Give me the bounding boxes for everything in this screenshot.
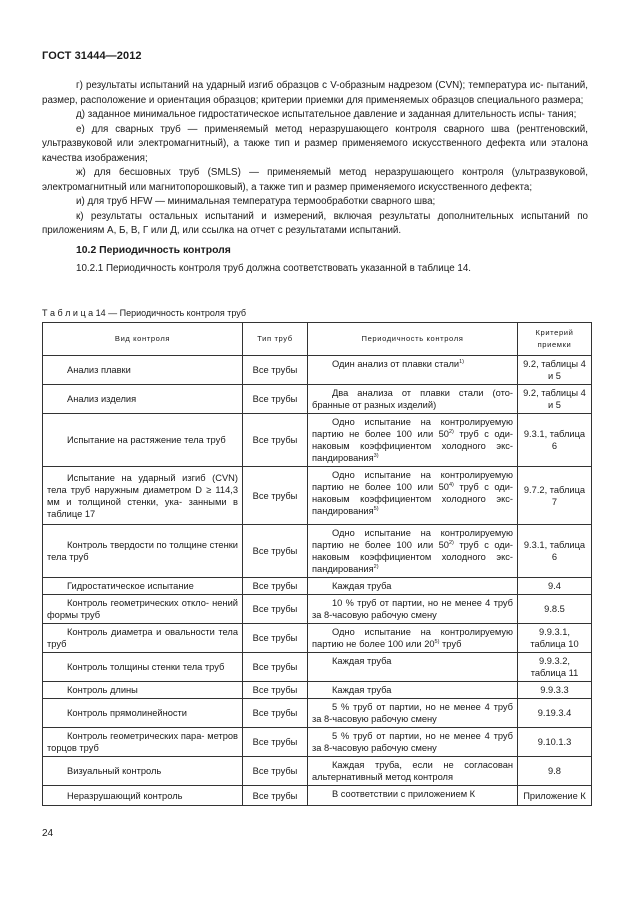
cell-kind: Визуальный контроль xyxy=(43,757,243,786)
header-freq: Периодичность контроля xyxy=(308,323,518,356)
footnote-ref: 5) xyxy=(434,638,440,645)
footnote-ref: 5) xyxy=(373,505,379,512)
cell-kind: Анализ плавки xyxy=(43,356,243,385)
cell-frequency xyxy=(308,356,518,385)
table-row xyxy=(43,653,592,682)
cell-frequency xyxy=(308,385,518,414)
table-row xyxy=(43,624,592,653)
cell-frequency xyxy=(308,699,518,728)
cell-kind: Контроль диаметра и овальности тела труб xyxy=(43,624,243,653)
frequency-text-tail: труб с оди- наковым коэффициентом холодного экс- пандирования xyxy=(312,429,513,463)
cell-type: Все трубы xyxy=(243,356,308,385)
cell-criterion: 9.19.3.4 xyxy=(518,699,592,728)
footnote-ref: 2) xyxy=(448,539,454,546)
frequency-text: Каждая труба xyxy=(332,581,392,591)
frequency-text-tail: труб с оди- наковым коэффициентом холодного экс- пандирования xyxy=(312,482,513,516)
cell-type: Все трубы xyxy=(243,385,308,414)
cell-criterion: 9.8.5 xyxy=(518,595,592,624)
page-number: 24 xyxy=(42,828,54,839)
cell-type: Все трубы xyxy=(243,757,308,786)
cell-frequency xyxy=(308,578,518,595)
frequency-text: Каждая труба xyxy=(332,685,392,695)
table-row xyxy=(43,699,592,728)
cell-criterion: 9.3.1, таблица 6 xyxy=(518,525,592,578)
table-header-row xyxy=(43,323,592,356)
paragraph-g: г) результаты испытаний на ударный изгиб образцов с V-образным надрезом (CVN); температура ис- пытаний, размер, расположение и ориентация образцов; критерии приемки для применяемых образцов специального размера; xyxy=(42,80,588,106)
cell-frequency xyxy=(308,414,518,467)
cell-frequency xyxy=(308,786,518,806)
cell-kind: Гидростатическое испытание xyxy=(43,578,243,595)
cell-frequency xyxy=(308,757,518,786)
paragraph-d: д) заданное минимальное гидростатическое испытательное давление и заданная длительность испы- тания; xyxy=(76,109,577,120)
paragraph-i: и) для труб HFW — минимальная температура термообработки сварного шва; xyxy=(76,196,436,207)
frequency-text-tail: труб xyxy=(439,639,462,649)
cell-frequency xyxy=(308,467,518,525)
frequency-text-tail: труб с оди- наковым коэффициентом холодного экс- пандирования xyxy=(312,540,513,574)
footnote-ref: 2) xyxy=(448,428,454,435)
frequency-text: Два анализа от плавки стали (ото- бранные от разных изделий) xyxy=(312,388,513,410)
frequency-text: 5 % труб от партии, но не менее 4 труб за 8-часовую рабочую смену xyxy=(312,702,513,724)
frequency-text: Одно испытание на контролируемую партию не более 100 или 50 xyxy=(312,470,513,492)
document-body xyxy=(42,79,588,277)
frequency-text: Каждая труба xyxy=(332,656,392,666)
table-row xyxy=(43,786,592,806)
cell-kind: Контроль прямолинейности xyxy=(43,699,243,728)
table-row xyxy=(43,757,592,786)
cell-type: Все трубы xyxy=(243,624,308,653)
table-row xyxy=(43,578,592,595)
cell-frequency xyxy=(308,728,518,757)
frequency-text: Каждая труба, если не согласован альтернативный метод контроля xyxy=(312,760,513,782)
table-row xyxy=(43,414,592,467)
cell-frequency xyxy=(308,653,518,682)
footnote-ref: 4) xyxy=(448,481,454,488)
cell-kind: Испытание на ударный изгиб (CVN) тела труб наружным диаметром D ≥ 114,3 мм и толщиной стенки, ука- занными в таблице 17 xyxy=(43,467,243,525)
cell-kind: Контроль толщины стенки тела труб xyxy=(43,653,243,682)
paragraph-zh: ж) для бесшовных труб (SMLS) — применяемый метод неразрушающего контроля (ультразвуковой, электромагнитный или магнитопорошковый), а также тип и размер применяемого искусственного дефекта; xyxy=(42,167,588,193)
table-row xyxy=(43,682,592,699)
cell-criterion: Приложение К xyxy=(518,786,592,806)
frequency-text: Одно испытание на контролируемую партию не более 100 или 20 xyxy=(312,627,513,649)
cell-frequency xyxy=(308,682,518,699)
cell-criterion: 9.10.1.3 xyxy=(518,728,592,757)
footnote-ref: 1) xyxy=(459,358,465,365)
frequency-text: В соответствии с приложением К xyxy=(332,789,476,799)
frequency-text: Один анализ от плавки стали xyxy=(332,359,460,369)
table-body xyxy=(43,356,592,806)
cell-type: Все трубы xyxy=(243,653,308,682)
table-row xyxy=(43,595,592,624)
cell-kind: Контроль длины xyxy=(43,682,243,699)
page-header-standard: ГОСТ 31444—2012 xyxy=(42,50,142,62)
header-crit: Критерий приемки xyxy=(518,323,592,356)
cell-kind: Неразрушающий контроль xyxy=(43,786,243,806)
cell-criterion: 9.8 xyxy=(518,757,592,786)
frequency-text: 10 % труб от партии, но не менее 4 труб за 8-часовую рабочую смену xyxy=(312,598,513,620)
cell-kind: Испытание на растяжение тела труб xyxy=(43,414,243,467)
control-frequency-table xyxy=(42,322,592,806)
cell-type: Все трубы xyxy=(243,682,308,699)
cell-criterion: 9.4 xyxy=(518,578,592,595)
cell-criterion: 9.9.3.1, таблица 10 xyxy=(518,624,592,653)
paragraph-e: е) для сварных труб — применяемый метод неразрушающего контроля сварного шва (рентгеновский, ультразвуковой или электромагнитный), а также тип и размер применяемого искусственного дефекта или эталона качества изображения; xyxy=(42,123,588,164)
cell-type: Все трубы xyxy=(243,728,308,757)
frequency-text: Одно испытание на контролируемую партию не более 100 или 50 xyxy=(312,528,513,550)
frequency-text: Одно испытание на контролируемую партию не более 100 или 50 xyxy=(312,417,513,439)
cell-frequency xyxy=(308,624,518,653)
footnote-ref: 2) xyxy=(373,563,379,570)
cell-type: Все трубы xyxy=(243,414,308,467)
table-row xyxy=(43,728,592,757)
cell-criterion: 9.9.3.3 xyxy=(518,682,592,699)
section-text: 10.2.1 Периодичность контроля труб должна соответствовать указанной в таблице 14. xyxy=(76,263,471,274)
footnote-ref: 3) xyxy=(373,452,379,459)
cell-kind: Контроль геометрических откло- нений формы труб xyxy=(43,595,243,624)
header-type: Тип труб xyxy=(243,323,308,356)
cell-frequency xyxy=(308,525,518,578)
cell-type: Все трубы xyxy=(243,525,308,578)
cell-kind: Контроль твердости по толщине стенки тела труб xyxy=(43,525,243,578)
paragraph-k: к) результаты остальных испытаний и измерений, включая результаты дополнительных испытаний по приложениям А, Б, В, Г или Д, или ссылка на отчет с результатами испытаний. xyxy=(42,210,588,236)
cell-criterion: 9.3.1, таблица 6 xyxy=(518,414,592,467)
cell-kind: Контроль геометрических пара- метров торцов труб xyxy=(43,728,243,757)
cell-type: Все трубы xyxy=(243,699,308,728)
cell-criterion: 9.2, таблицы 4 и 5 xyxy=(518,356,592,385)
table-row xyxy=(43,467,592,525)
table-row xyxy=(43,385,592,414)
frequency-text: 5 % труб от партии, но не менее 4 труб за 8-часовую рабочую смену xyxy=(312,731,513,753)
table-caption: Т а б л и ц а 14 — Периодичность контроля труб xyxy=(42,308,247,318)
cell-criterion: 9.9.3.2, таблица 11 xyxy=(518,653,592,682)
cell-criterion: 9.7.2, таблица 7 xyxy=(518,467,592,525)
cell-kind: Анализ изделия xyxy=(43,385,243,414)
cell-type: Все трубы xyxy=(243,786,308,806)
cell-type: Все трубы xyxy=(243,595,308,624)
cell-frequency xyxy=(308,595,518,624)
cell-type: Все трубы xyxy=(243,578,308,595)
table-row xyxy=(43,525,592,578)
cell-type: Все трубы xyxy=(243,467,308,525)
section-heading: 10.2 Периодичность контроля xyxy=(76,244,231,256)
cell-criterion: 9.2, таблицы 4 и 5 xyxy=(518,385,592,414)
table-row xyxy=(43,356,592,385)
header-kind: Вид контроля xyxy=(43,323,243,356)
